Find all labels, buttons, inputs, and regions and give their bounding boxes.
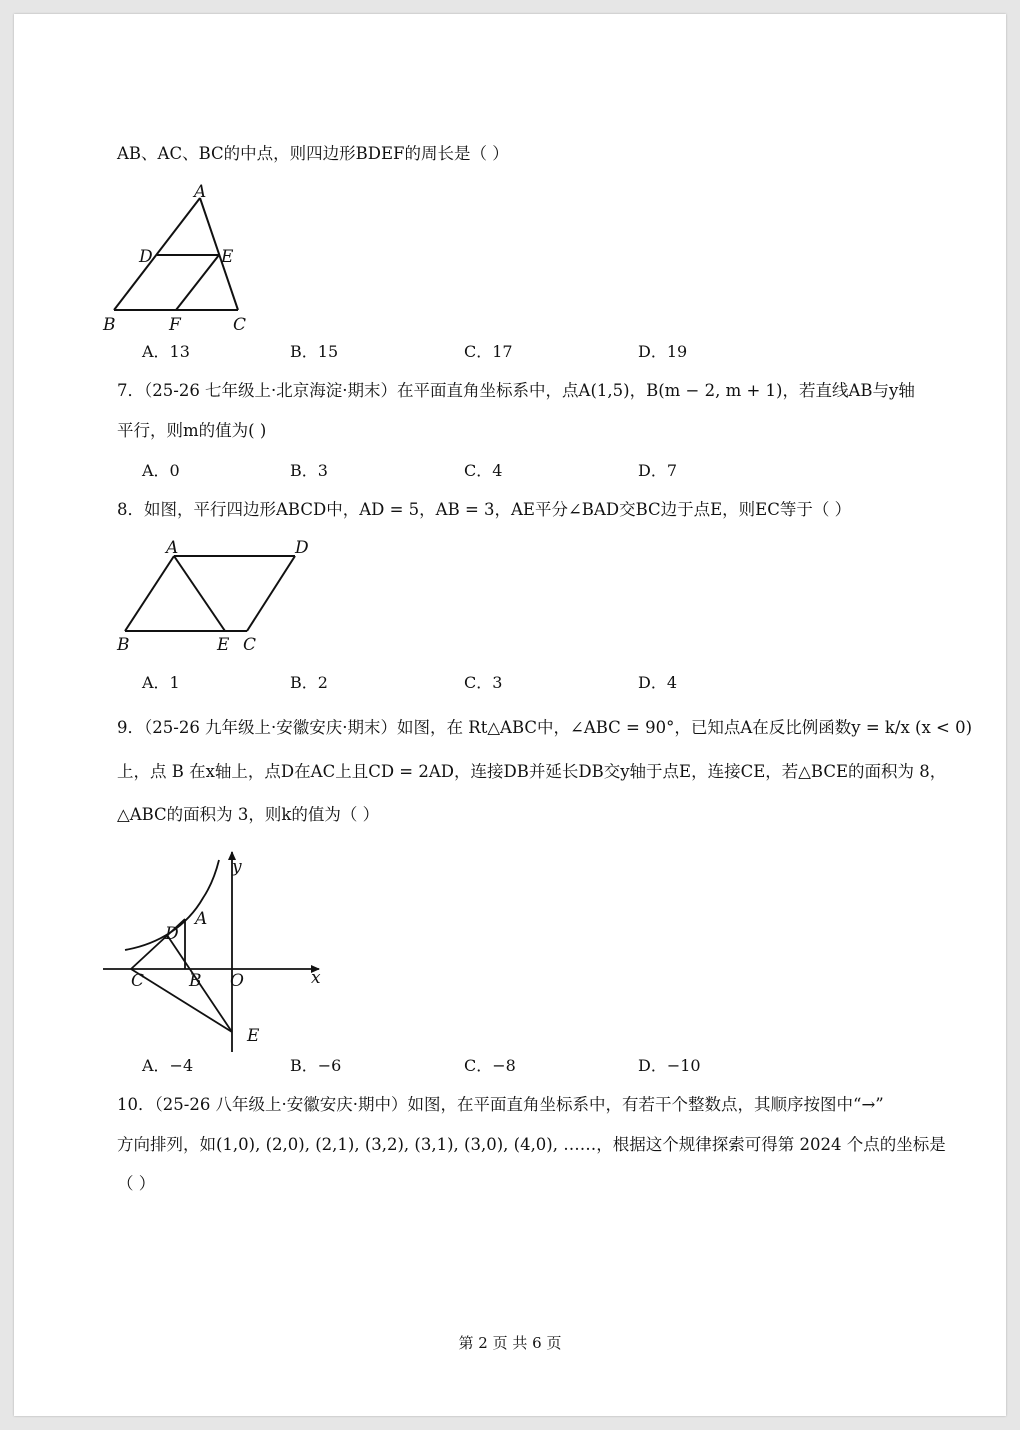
q8-label-e: E [217,635,230,655]
q9-coordinate-figure [99,840,339,1060]
q9-label-d: D [165,924,179,944]
q6-triangle-figure [99,179,279,339]
q7-option-b[interactable]: B．3 [290,461,328,480]
q7-option-a[interactable]: A．0 [142,461,180,480]
q9-label-o: O [230,971,244,991]
q9-label-c: C [131,971,145,991]
q8-stem: 8．如图，平行四边形ABCD中，AD = 5，AB = 3，AE平分∠BAD交BC边于点E，则EC等于（ ） [117,500,852,519]
q8-option-c[interactable]: C．3 [464,673,503,692]
q8-label-c: C [243,635,257,655]
q10-stem-line3: （ ） [117,1174,156,1193]
q9-label-e: E [247,1026,260,1046]
q9-stem-line2: 上，点 B 在x轴上，点D在AC上且CD = 2AD，连接DB并延长DB交y轴于点E，连接CE，若△BCE的面积为 8， [117,762,947,781]
q6-label-d: D [139,247,153,267]
page-footer: 第 2 页 共 6 页 [458,1334,562,1352]
q9-label-b: B [189,971,202,991]
q7-stem-line1: 7．（25-26 七年级上·北京海淀·期末）在平面直角坐标系中，点A(1,5)，B(m − 2, m + 1)，若直线AB与y轴 [117,381,915,400]
q10-stem-line1: 10．（25-26 八年级上·安徽安庆·期中）如图，在平面直角坐标系中，有若干个整数点，其顺序按图中“→” [117,1095,884,1114]
q9-label-y: y [232,857,242,877]
q6-option-b[interactable]: B．15 [290,342,339,361]
q8-option-d[interactable]: D．4 [638,673,678,692]
q7-option-d[interactable]: D．7 [638,461,678,480]
q9-option-d[interactable]: D．−10 [638,1056,701,1075]
q6-label-a: A [194,182,207,202]
q7-stem-line2: 平行，则m的值为( ) [117,421,267,440]
q6-label-f: F [169,315,181,335]
q10-stem-line2: 方向排列，如(1,0), (2,0), (2,1), (3,2), (3,1), (3,0), (4,0), ……，根据这个规律探索可得第 2024 个点的坐标是 [117,1135,946,1154]
q8-option-b[interactable]: B．2 [290,673,328,692]
q9-option-b[interactable]: B．−6 [290,1056,342,1075]
q8-label-d: D [295,538,309,558]
q8-label-b: B [117,635,130,655]
q9-stem-line1: 9．（25-26 九年级上·安徽安庆·期末）如图，在 Rt△ABC中，∠ABC = 90°，已知点A在反比例函数y = k/x (x < 0) [117,718,973,737]
q9-option-c[interactable]: C．−8 [464,1056,516,1075]
q8-parallelogram-figure [99,536,319,666]
q6-option-d[interactable]: D．19 [638,342,688,361]
q9-label-x: x [311,968,321,988]
q6-option-a[interactable]: A．13 [142,342,190,361]
q7-option-c[interactable]: C．4 [464,461,503,480]
document-page [14,14,1006,1416]
q6-label-b: B [103,315,116,335]
q8-label-a: A [166,538,179,558]
q6-label-e: E [221,247,234,267]
q9-option-a[interactable]: A．−4 [142,1056,194,1075]
q8-option-a[interactable]: A．1 [142,673,180,692]
q9-label-a: A [195,909,208,929]
q6-label-c: C [233,315,247,335]
q9-stem-line3: △ABC的面积为 3，则k的值为（ ） [117,805,380,824]
q6-option-c[interactable]: C．17 [464,342,513,361]
q6-stem: AB、AC、BC的中点，则四边形BDEF的周长是（ ） [117,144,509,163]
